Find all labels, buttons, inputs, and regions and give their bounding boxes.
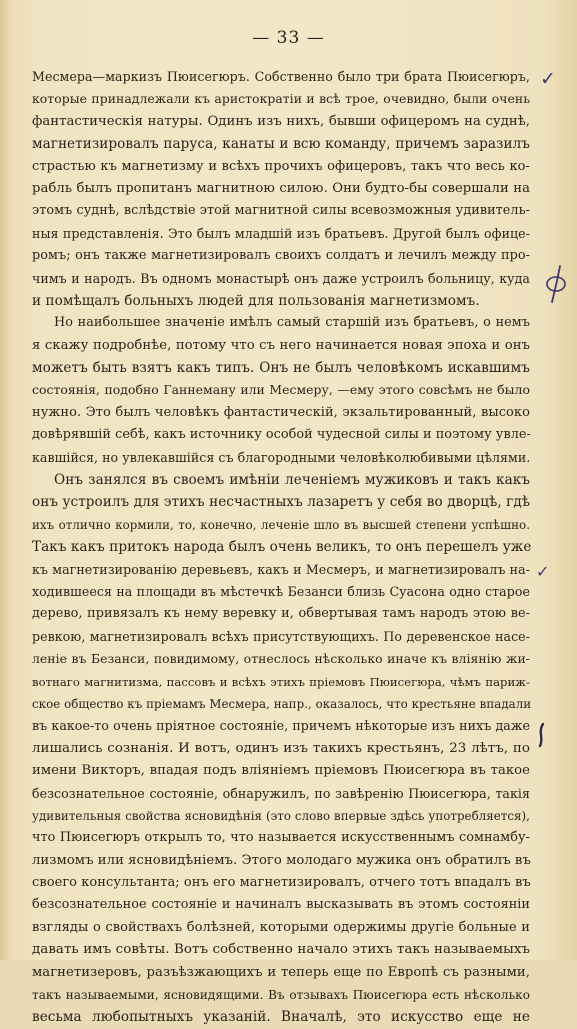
text-line: ское общество къ пріемамъ Месмера, напр., оказалось, что крестьяне впадали: [32, 696, 532, 711]
text-line: кавшійся, но увлекавшійся съ благородными человѣколюбивыми цѣлями.: [32, 449, 531, 465]
margin-bracket-mark-icon: [537, 722, 547, 748]
text-line: безсознательное состояніе и начиналъ высказывать въ этомъ состояніи: [32, 897, 530, 913]
text-line: можетъ быть взятъ какъ типъ. Онъ не былъ человѣкомъ искавшимъ: [32, 360, 530, 377]
text-line: нужно. Это былъ человѣкъ фантастическій, экзальтированный, высоко: [32, 404, 530, 420]
text-line: вотнаго магнитизма, пассовъ и всѣхъ этихъ пріемовъ Пюисегюра, чѣмъ париж-: [32, 674, 530, 689]
text-line: чимъ и народъ. Въ одномъ монастырѣ онъ даже устроилъ больницу, куда: [32, 270, 530, 286]
margin-checkmark-top: ✓: [540, 68, 556, 90]
margin-checkmark-middle: ✓: [536, 562, 550, 581]
text-line: своего консультанта; онъ его магнетизировалъ, отчего тотъ впадалъ въ: [32, 875, 531, 891]
text-line: леніе въ Безанси, повидимому, отнеслось нѣсколько иначе къ вліянію жи-: [32, 651, 530, 667]
text-line: ныя представленія. Это былъ младшій изъ братьевъ. Другой былъ офице-: [32, 225, 530, 241]
text-line: страстью къ магнетизму и всѣхъ прочихъ офицеровъ, такъ что весь ко-: [32, 158, 530, 174]
text-line: лишались сознанія. И вотъ, одинъ изъ такихъ крестьянъ, 23 лѣтъ, по: [32, 740, 530, 756]
text-line: Такъ какъ притокъ народа былъ очень великъ, то онъ перешелъ уже: [32, 539, 532, 556]
text-line: Месмера—маркизъ Пюисегюръ. Собственно было три брата Пюисегюръ,: [32, 69, 530, 84]
text-line: онъ устроилъ для этихъ несчастныхъ лазаретъ у себя во дворцѣ, гдѣ: [32, 494, 530, 511]
text-line: Но наибольшее значеніе имѣлъ самый старшій изъ братьевъ, о немъ: [54, 315, 530, 331]
text-line: удивительныя свойства ясновидѣнія (это слово впервые здѣсь употребляется),: [32, 808, 530, 823]
text-line: и помѣщалъ больныхъ людей для пользованія магнетизмомъ.: [32, 292, 480, 309]
text-line: имени Викторъ, впадая подъ вліяніемъ пріемовъ Пюисегюра въ такое: [32, 763, 530, 779]
body-text: [32, 66, 530, 1029]
page-number: — 33 —: [252, 28, 325, 48]
text-line: довѣрявшій себѣ, какъ источнику особой чудесной силы и поэтому увле-: [32, 427, 531, 443]
text-line: лизмомъ или ясновидѣніемъ. Этого молодаго мужика онъ обратилъ въ: [32, 852, 531, 868]
text-line: что Пюисегюръ открылъ то, что называется искусственнымъ сомнамбу-: [32, 830, 530, 846]
text-line: фантастическія натуры. Одинъ изъ нихъ, бывши офицеромъ на суднѣ,: [32, 113, 530, 129]
text-line: магнетизировалъ паруса, канаты и всю команду, причемъ заразилъ: [32, 136, 530, 153]
margin-phi-mark-icon: [544, 262, 570, 304]
text-line: весьма любопытныхъ указаній. Вначалѣ, это искусство еще не: [32, 1009, 530, 1026]
text-line: въ какое-то очень пріятное состояніе, причемъ нѣкоторые изъ нихъ даже: [32, 718, 530, 734]
text-line: рабль былъ пропитанъ магнитною силою. Они будто-бы совершали на: [32, 180, 530, 196]
text-line: ихъ отлично кормили, то, конечно, леченіе шло въ высшей степени успѣшно.: [32, 517, 530, 532]
text-line: этомъ суднѣ, вслѣдствіе этой магнитной силы всевозможныя удивитель-: [32, 203, 530, 219]
text-line: ромъ; онъ также магнетизировалъ своихъ солдатъ и лечилъ между про-: [32, 248, 530, 264]
text-line: состоянія, подобно Ганнеману или Месмеру, —ему этого совсѣмъ не было: [32, 382, 530, 398]
text-line: Онъ занялся въ своемъ имѣніи леченіемъ мужиковъ и такъ какъ: [54, 472, 530, 489]
text-line: къ магнетизированію деревьевъ, какъ и Месмеръ, и магнетизировалъ на-: [32, 561, 530, 577]
text-line: магнетизеровъ, разъѣзжающихъ и теперь еще по Европѣ съ разными,: [32, 964, 530, 980]
text-line: такъ называемыми, ясновидящими. Въ отзывахъ Пюисегюра есть нѣсколько: [32, 988, 530, 1003]
text-line: дерево, привязалъ къ нему веревку и, обвертывая тамъ народъ этою ве-: [32, 606, 530, 622]
text-line: я скажу подробнѣе, потому что съ него начинается новая эпоха и онъ: [32, 337, 530, 353]
text-line: давать имъ совѣты. Вотъ собственно начало этихъ такъ называемыхъ: [32, 942, 530, 958]
text-line: ходившееся на площади въ мѣстечкѣ Безанси близь Суасона одно старое: [32, 583, 530, 599]
text-line: ревкою, магнетизировалъ всѣхъ присутствующихъ. По деревенское насе-: [32, 628, 530, 644]
text-line: безсознательное состояніе, обнаружилъ, по завѣренію Пюисегюра, такія: [32, 785, 530, 801]
text-line: взгляды о свойствахъ болѣзней, которыми одержимы другіе больные и: [32, 919, 530, 935]
page-gutter-shadow: [0, 0, 10, 960]
text-line: которые принадлежали къ аристократіи и всѣ трое, очевидно, были очень: [32, 91, 530, 107]
